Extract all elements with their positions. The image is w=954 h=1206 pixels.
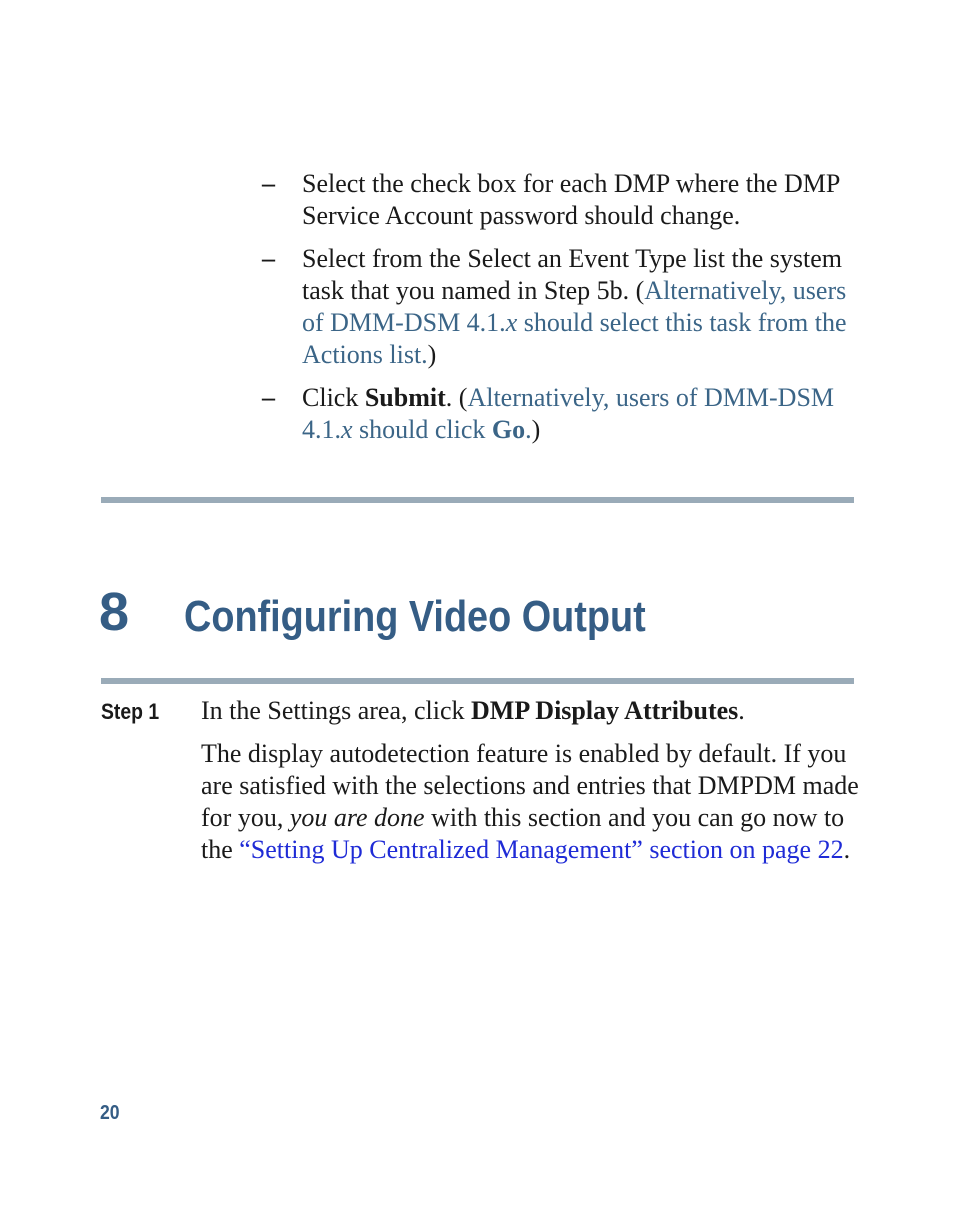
alt-note-version: x (341, 415, 353, 444)
bullet-dash: – (262, 169, 275, 198)
bullet-text: Select from the Select an Event Type list the system task that you named in Step 5b. (302, 244, 842, 305)
section-title: Configuring Video Output (184, 592, 646, 641)
bullet-dash: – (262, 383, 275, 412)
paragraph-end: . (843, 835, 851, 864)
step-label: Step 1 (101, 699, 160, 724)
paren-close: ) (427, 340, 437, 369)
step-instruction (201, 695, 861, 727)
section-number: 8 (99, 582, 130, 642)
alt-note-post: should select this task from the Actions list. (302, 308, 847, 369)
instruction-end: . (738, 696, 745, 725)
step-body (201, 695, 861, 877)
bullet-text: Select the check box for each DMP where the DMP Service Account password should change. (302, 169, 840, 230)
section-divider-bottom (101, 678, 854, 684)
bullet-item (262, 243, 862, 371)
go-label: Go (491, 415, 526, 444)
bullet-item (262, 168, 862, 232)
bullet-text-pre: Click (302, 383, 365, 412)
step-paragraph (201, 738, 861, 866)
centralized-management-link[interactable]: “Setting Up Centralized Management” section on page 22 (239, 835, 844, 864)
paren-open: ( (635, 276, 645, 305)
dmp-display-attributes-label: DMP Display Attributes (471, 696, 739, 725)
paragraph-text-mid: with this section and you can go now to the (201, 803, 845, 864)
bullet-text-post: . ( (445, 383, 468, 412)
paragraph-emphasis: you are done (289, 803, 425, 832)
instruction-text: In the Settings area, click (201, 696, 472, 725)
paragraph-text: The display autodetection feature is enabled by default. If you are satisfied with the selections and entries that DMPDM made for you, (201, 739, 859, 832)
page-number: 20 (100, 1102, 120, 1124)
alt-note-version: x (505, 308, 518, 337)
bullet-list (262, 168, 862, 457)
bullet-item (262, 382, 862, 446)
section-divider-top (101, 497, 854, 503)
alt-note-mid: should click (352, 415, 492, 444)
alt-note-pre: Alternatively, users of DMM-DSM 4.1. (302, 276, 847, 337)
alt-note-end: . (525, 415, 532, 444)
alt-note-pre: Alternatively, users of DMM-DSM 4.1. (302, 383, 835, 444)
bullet-dash: – (262, 244, 275, 273)
submit-label: Submit (364, 383, 446, 412)
paren-close: ) (531, 415, 541, 444)
